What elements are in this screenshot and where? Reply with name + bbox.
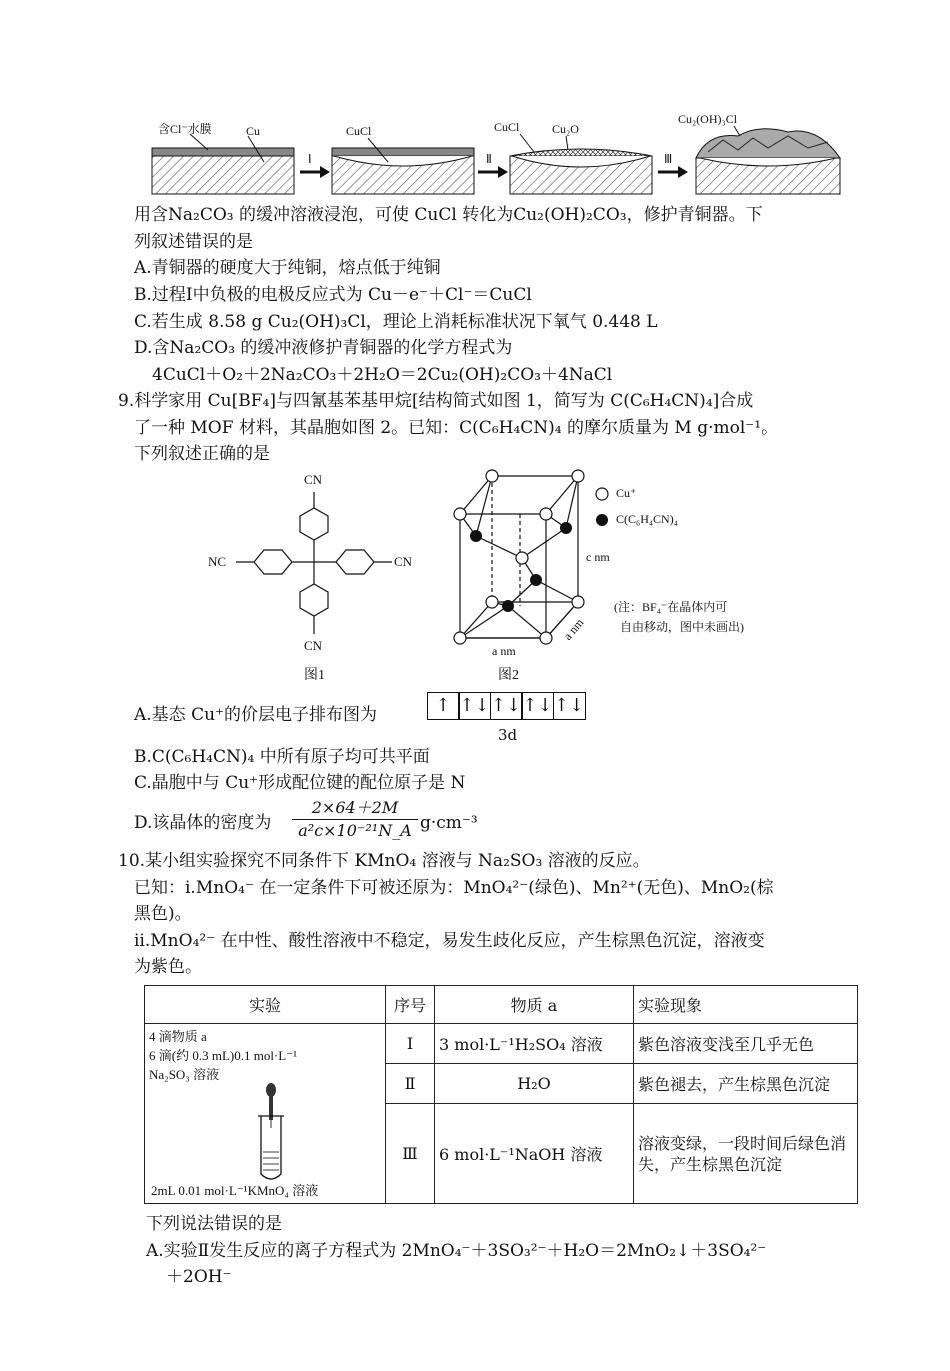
setup-line-2: 6 滴(约 0.3 mL)0.1 mol·L⁻¹ [149, 1048, 297, 1063]
orbital-diagram [428, 692, 586, 720]
legend-cu: Cu⁺ [616, 486, 637, 500]
figure-2-unit-cell [448, 466, 808, 686]
note-line-1: (注：BF₄⁻在晶体内可 [614, 600, 728, 614]
q9-stem-3: 下列叙述正确的是 [134, 444, 270, 464]
label-c-nm: c nm [586, 550, 610, 564]
row-1-number: Ⅰ [386, 1024, 435, 1064]
row-3-substance: 6 mol·L⁻¹NaOH 溶液 [435, 1104, 634, 1204]
row-1-phenomenon: 紫色溶液变浅至几乎无色 [634, 1024, 858, 1064]
q10-stem-5: 为紫色。 [134, 957, 202, 977]
fig1-cn-right: CN [394, 554, 413, 569]
q9-option-b: B.C(C₆H₄CN)₄ 中所有原子均可共平面 [134, 747, 430, 767]
step-1: Ⅰ [308, 152, 312, 166]
row-3-phenomenon: 溶液变绿，一段时间后绿色消失，产生棕黑色沉淀 [634, 1104, 858, 1204]
q10-stem-2: 已知：ⅰ.MnO₄⁻ 在一定条件下可被还原为：MnO₄²⁻(绿色)、Mn²⁺(无色)、MnO₂(棕 [134, 878, 774, 898]
density-fraction [292, 797, 418, 842]
fraction-numerator: 2×64＋2M [292, 797, 418, 820]
label-cu2o: Cu₂O [552, 122, 579, 136]
row-2-phenomenon: 紫色褪去，产生棕黑色沉淀 [634, 1064, 858, 1104]
label-a-nm: a nm [492, 644, 516, 658]
fig1-cn-top: CN [304, 472, 323, 487]
q10-option-a: A.实验Ⅱ发生反应的离子方程式为 2MnO₄⁻＋3SO₃²⁻＋H₂O＝2MnO₂↓＋3SO₄²⁻ [146, 1241, 767, 1261]
q10-option-a-cont: ＋2OH⁻ [166, 1267, 232, 1287]
header-experiment: 实验 [145, 986, 386, 1024]
step-2: Ⅱ [486, 152, 492, 166]
header-number: 序号 [386, 986, 435, 1024]
orbital-label: 3d [498, 726, 518, 744]
label-cu: Cu [246, 124, 261, 138]
fig1-caption: 图1 [304, 668, 325, 683]
table-row [145, 1024, 858, 1064]
header-substance: 物质 a [435, 986, 634, 1024]
q8-intro-2: 列叙述错误的是 [134, 232, 253, 252]
setup-line-1: 4 滴物质 a [149, 1029, 207, 1044]
label-water-film: 含Cl⁻水膜 [158, 122, 212, 136]
setup-line-4: 2mL 0.01 mol·L⁻¹KMnO₄ 溶液 [151, 1183, 319, 1198]
q8-option-a: A.青铜器的硬度大于纯铜，熔点低于纯铜 [134, 258, 441, 278]
density-unit: g·cm⁻³ [420, 813, 478, 833]
fraction-denominator: a²c×10⁻²¹N_A [298, 821, 412, 840]
legend-c: C(C₆H₄CN)₄ [616, 512, 678, 526]
orbital-box-3: ↑↓ [490, 692, 523, 720]
row-3-number: Ⅲ [386, 1104, 435, 1204]
experiment-setup [145, 1024, 386, 1204]
experiment-table [144, 985, 858, 1204]
q8-option-d-equation: 4CuCl＋O₂＋2Na₂CO₃＋2H₂O＝2Cu₂(OH)₂CO₃＋4NaCl [152, 365, 613, 385]
q10-stem-4: ⅱ.MnO₄²⁻ 在中性、酸性溶液中不稳定，易发生歧化反应，产生棕黑色沉淀，溶液变 [134, 931, 765, 951]
figure-1-structure [200, 466, 420, 686]
step-3: Ⅲ [664, 152, 673, 166]
header-phenomenon: 实验现象 [634, 986, 858, 1024]
note-line-2: 自由移动，图中未画出) [620, 620, 744, 634]
q8-option-c: C.若生成 8.58 g Cu₂(OH)₃Cl，理论上消耗标准状况下氧气 0.448 L [134, 312, 658, 332]
q10-stem-1: 10.某小组实验探究不同条件下 KMnO₄ 溶液与 Na₂SO₃ 溶液的反应。 [118, 851, 650, 871]
label-cucl-2: CuCl [494, 120, 520, 134]
row-1-substance: 3 mol·L⁻¹H₂SO₄ 溶液 [435, 1024, 634, 1064]
label-cucl-1: CuCl [346, 124, 372, 138]
q10-prompt: 下列说法错误的是 [146, 1214, 282, 1234]
label-a-nm-2: a nm [560, 615, 587, 643]
row-2-substance: H₂O [435, 1064, 634, 1104]
q9-option-c: C.晶胞中与 Cu⁺形成配位键的配位原子是 N [134, 773, 466, 793]
fig1-nc-left: NC [208, 554, 227, 569]
q10-stem-3: 黑色)。 [134, 904, 192, 924]
fig1-cn-bottom: CN [304, 638, 323, 653]
q8-option-b: B.过程Ⅰ中负极的电极反应式为 Cu－e⁻＋Cl⁻＝CuCl [134, 285, 532, 305]
q9-option-a: A.基态 Cu⁺的价层电子排布图为 [134, 705, 378, 725]
orbital-box-1: ↑ [427, 692, 460, 720]
row-2-number: Ⅱ [386, 1064, 435, 1104]
corrosion-figure [148, 112, 848, 198]
orbital-box-2: ↑↓ [458, 692, 491, 720]
orbital-box-5: ↑↓ [553, 692, 586, 720]
q8-option-d: D.含Na₂CO₃ 的缓冲液修护青铜器的化学方程式为 [134, 338, 513, 358]
label-cu2oh3cl: Cu₂(OH)₃Cl [678, 112, 738, 126]
q9-stem-1: 9.科学家用 Cu[BF₄]与四氰基苯基甲烷[结构简式如图 1，简写为 C(C₆H₄CN)₄]合成 [118, 391, 754, 411]
q8-intro-1: 用含Na₂CO₃ 的缓冲溶液浸泡，可使 CuCl 转化为Cu₂(OH)₂CO₃，修护青铜器。下 [134, 205, 763, 225]
q9-stem-2: 了一种 MOF 材料，其晶胞如图 2。已知：C(C₆H₄CN)₄ 的摩尔质量为 M g·mol⁻¹。 [134, 418, 779, 438]
orbital-box-4: ↑↓ [521, 692, 554, 720]
test-tube-dropper-icon [241, 1082, 301, 1186]
setup-line-3: Na₂SO₃ 溶液 [149, 1067, 220, 1082]
fig2-caption: 图2 [498, 668, 519, 683]
q9-option-d: D.该晶体的密度为 [134, 813, 272, 833]
